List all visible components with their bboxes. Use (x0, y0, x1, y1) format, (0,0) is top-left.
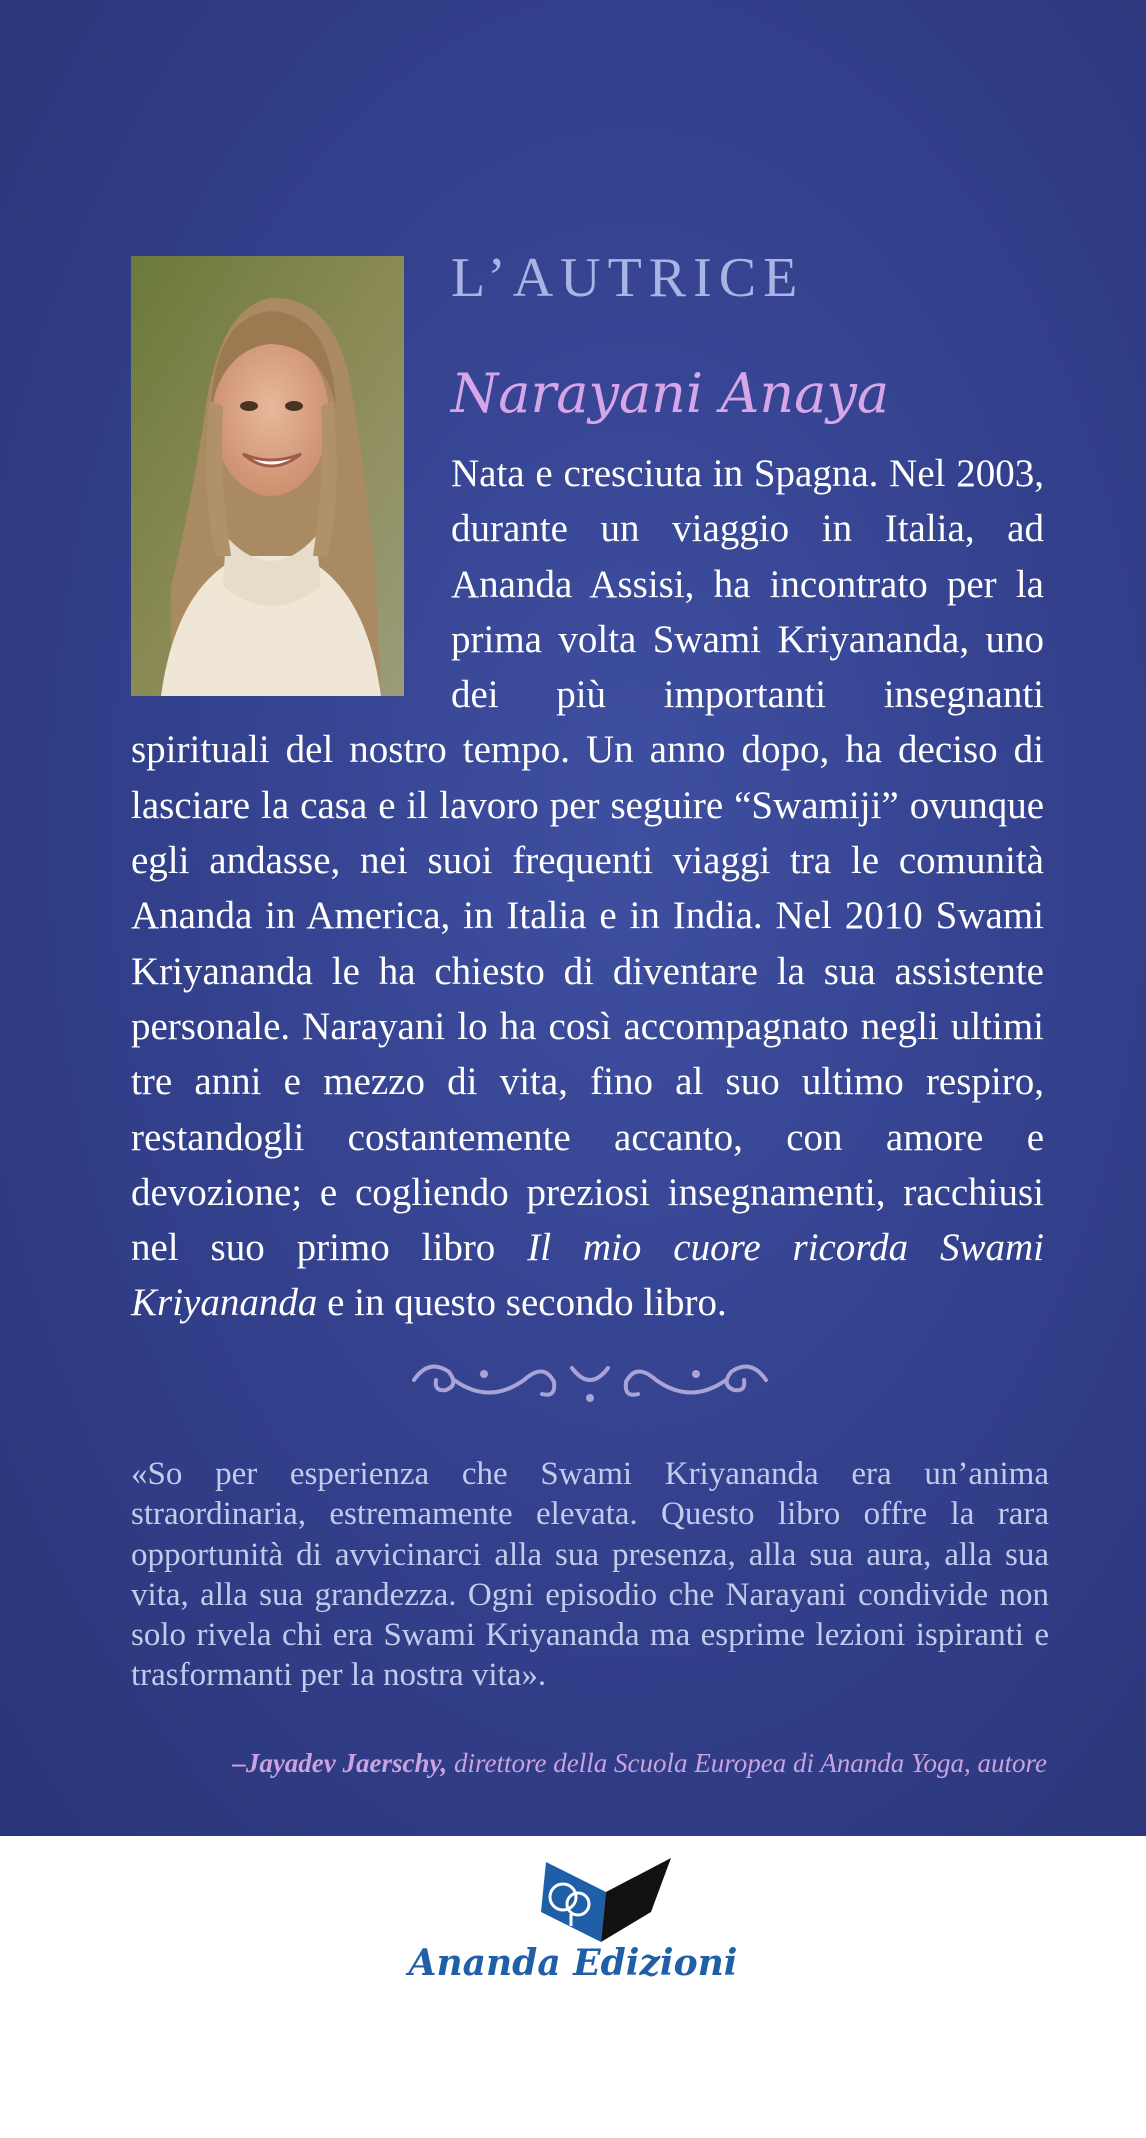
endorsement-quote: «So per esperienza che Swami Kriyananda era un’anima straordinaria, estremamente elevata. Questo libro offre la rara opportunità di avvicinarci alla sua presenza, alla sua aura, alla sua vita, alla sua grandezza. Ogni episodio che Narayani condivide non solo rivela chi era Swami Kriyananda ma esprime lezioni ispiranti e trasformanti per la nostra vita». (131, 1456, 1049, 1694)
photo-wrap-spacer (131, 446, 451, 722)
section-heading: L’AUTRICE (451, 247, 805, 309)
publisher-name: Ananda Edizioni (408, 1942, 738, 1984)
bio-text-b: e in questo secondo libro. (317, 1281, 727, 1325)
quote-attribution (131, 1748, 1047, 1779)
author-bio (131, 446, 1044, 1331)
author-name: Narayani Anaya (451, 362, 890, 425)
ornament-divider (404, 1350, 776, 1410)
book-title: Il mio cuore ricorda Swami Kriyananda (131, 1226, 1044, 1325)
bio-text-a: Nata e cresciuta in Spagna. Nel 2003, durante un viaggio in Italia, ad Ananda Assisi, ha incontrato per la prima volta Swami Kriyananda, uno dei più importanti insegnanti spirituali del nostro tempo. Un anno dopo, ha deciso di lasciare la casa e il lavoro per seguire “Swamiji” ovunque egli andasse, nei suoi frequenti viaggi tra le comunità Ananda in America, in Italia e in India. Nel 2010 Swami Kriyananda le ha chiesto di diventare la sua assistente personale. Narayani lo ha così accompagnato negli ultimi tre anni e mezzo di vita, fino al suo ultimo respiro, restandogli costantemente accanto, con amore e devozione; e cogliendo preziosi insegnamenti, racchiusi nel suo primo libro (131, 452, 1044, 1270)
attribution-name: –Jayadev Jaerschy, (232, 1748, 448, 1778)
attribution-role: direttore della Scuola Europea di Ananda Yoga, autore (447, 1748, 1047, 1778)
